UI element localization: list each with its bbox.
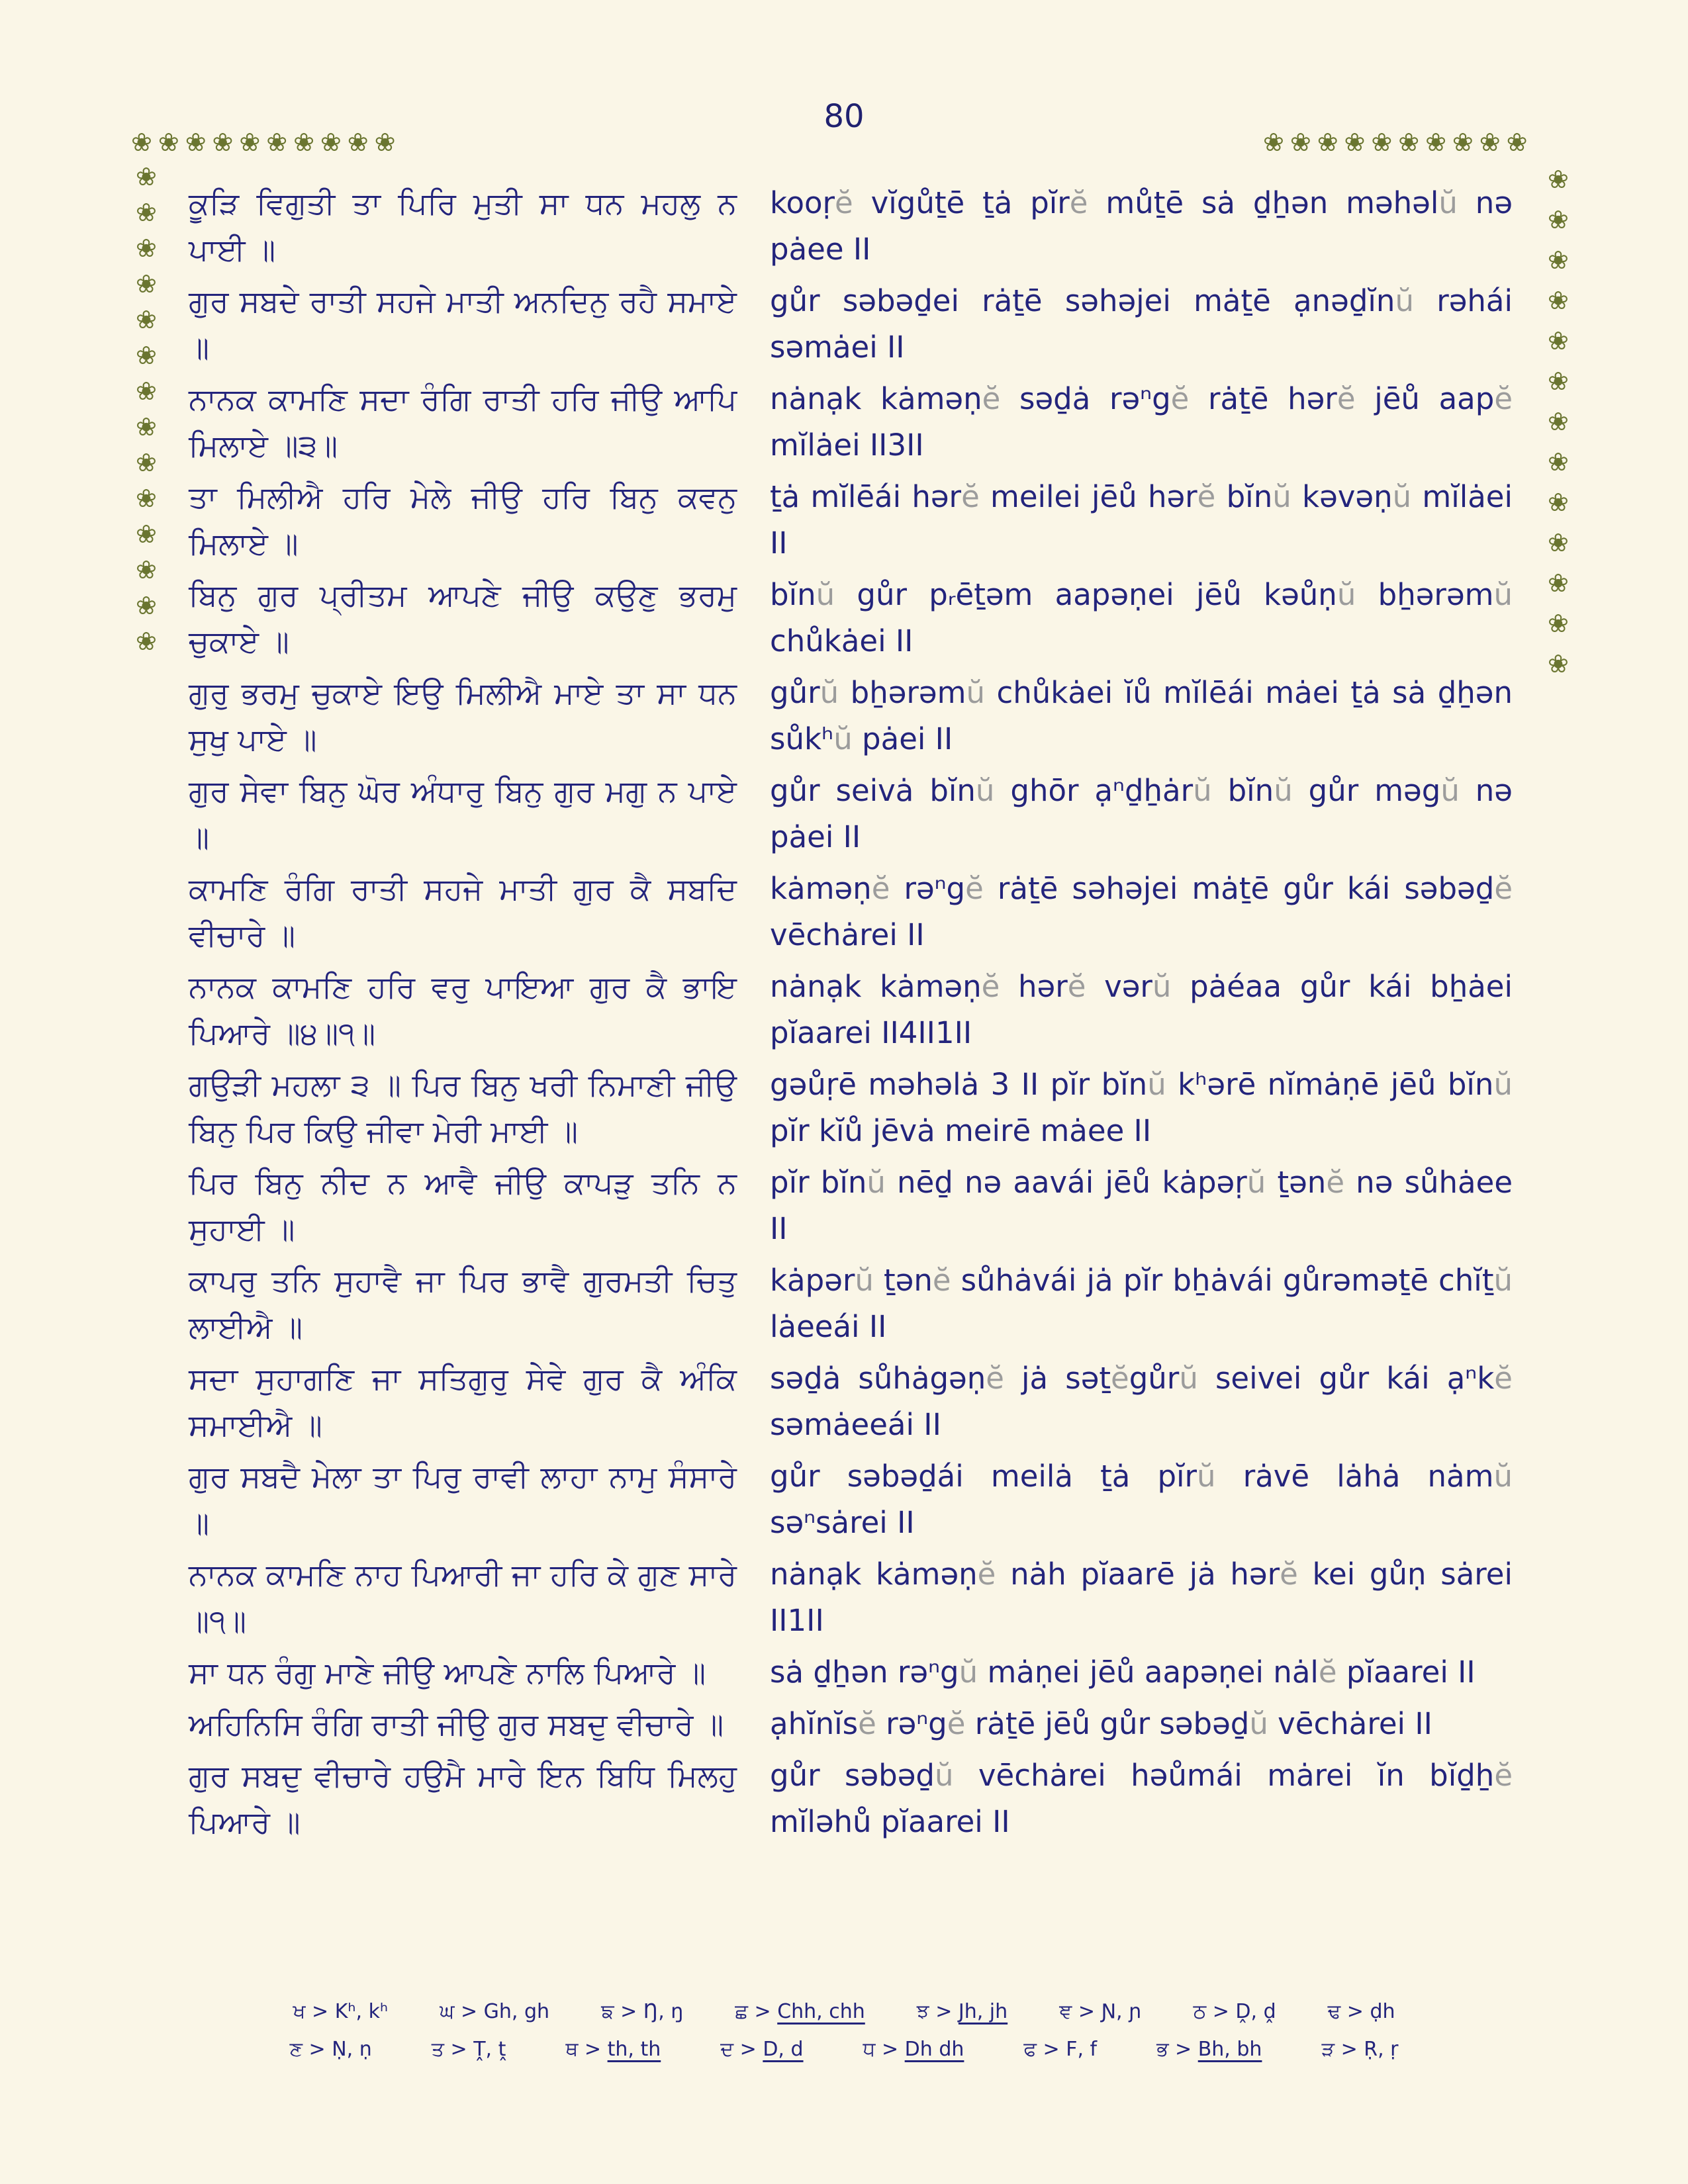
key-gurmukhi-letter: ਝ	[916, 2000, 929, 2023]
flower-icon: ❀	[136, 591, 157, 620]
key-latin-value: F, f	[1066, 2038, 1098, 2061]
key-item	[1328, 2000, 1395, 2023]
flower-icon: ❀	[136, 627, 157, 656]
flower-icon: ❀	[136, 555, 157, 584]
flower-icon: ❀	[1548, 569, 1569, 598]
key-gurmukhi-letter: ਞ	[1059, 2000, 1072, 2023]
transliteration-text: kȧməṇĕ rəⁿgĕ rȧṯē səhəjei mȧṯē gůr kái səbəḏĕ vēchȧrei II	[770, 871, 1513, 952]
flower-icon: ❀	[374, 128, 396, 157]
transliteration-key-row-2	[0, 2038, 1688, 2061]
maps-to-symbol: >	[1335, 2038, 1364, 2061]
flower-icon: ❀	[136, 520, 157, 549]
gurmukhi-text: ਸਦਾ ਸੁਹਾਗਣਿ ਜਾ ਸਤਿਗੁਰੁ ਸੇਵੇ ਗੁਰ ਕੈ ਅੰਕਿ ਸਮਾਈਐ ॥	[189, 1361, 737, 1443]
key-item	[917, 2000, 1008, 2023]
flower-icon: ❀	[1548, 286, 1569, 315]
transliteration-text: gůr səbəḏŭ vēchȧrei həůmái mȧrei ĭn bĭḏẖĕ mĭləhů pĭaarei II	[770, 1758, 1513, 1839]
verse-list	[189, 180, 1513, 1850]
maps-to-symbol: >	[303, 2038, 332, 2061]
verse-row	[189, 1453, 1513, 1546]
flower-icon: ❀	[347, 128, 369, 157]
flower-icon: ❀	[1425, 128, 1446, 157]
flower-icon: ❀	[1263, 128, 1284, 157]
gurmukhi-text: ਕਾਪਰੁ ਤਨਿ ਸੁਹਾਵੈ ਜਾ ਪਿਰ ਭਾਵੈ ਗੁਰਮਤੀ ਚਿਤੁ ਲਾਈਐ ॥	[189, 1263, 737, 1345]
verse-row	[189, 866, 1513, 958]
key-gurmukhi-letter: ਭ	[1156, 2038, 1169, 2061]
flower-icon: ❀	[136, 305, 157, 334]
key-item	[1321, 2038, 1398, 2061]
key-item	[1193, 2000, 1276, 2023]
verse-row	[189, 1355, 1513, 1448]
flower-icon: ❀	[1289, 128, 1311, 157]
gurmukhi-text: ਸਾ ਧਨ ਰੰਗੁ ਮਾਣੇ ਜੀਉ ਆਪਣੇ ਨਾਲਿ ਪਿਆਰੇ ॥	[189, 1655, 706, 1690]
page-number: 80	[823, 98, 865, 135]
maps-to-symbol: >	[1340, 2000, 1370, 2023]
key-item	[440, 2000, 549, 2023]
transliteration-text: kooṛĕ vĭgůṯē ṯȧ pĭrĕ můṯē sȧ ḏẖən məhəlŭ nə pȧee II	[770, 185, 1513, 267]
flower-icon: ❀	[1548, 649, 1569, 678]
verse-row	[189, 1701, 1513, 1747]
flower-icon: ❀	[1548, 246, 1569, 275]
key-item	[432, 2038, 506, 2061]
transliteration-text: səḏȧ sůhȧgəṇĕ jȧ səṯĕgůrŭ seivei gůr kái ạⁿkĕ səmȧeeái II	[770, 1361, 1513, 1442]
key-item	[735, 2000, 865, 2023]
flower-border-top-left	[131, 130, 395, 155]
key-item	[289, 2038, 371, 2061]
key-item	[720, 2038, 803, 2061]
transliteration-text: gůr səbəḏái meilȧ ṯȧ pĭrŭ rȧvē lȧhȧ nȧmŭ səⁿsȧrei II	[770, 1459, 1513, 1540]
gurmukhi-text: ਅਹਿਨਿਸਿ ਰੰਗਿ ਰਾਤੀ ਜੀਉ ਗੁਰ ਸਬਦੁ ਵੀਚਾਰੇ ॥	[189, 1706, 724, 1742]
key-latin-value: Ŋ, ŋ	[643, 2000, 684, 2023]
gurmukhi-text: ਨਾਨਕ ਕਾਮਣਿ ਨਾਹ ਪਿਆਰੀ ਜਾ ਹਰਿ ਕੇ ਗੁਣ ਸਾਰੇ ॥੧॥	[189, 1557, 737, 1639]
key-item	[1156, 2038, 1262, 2061]
verse-row	[189, 1062, 1513, 1154]
flower-icon: ❀	[1548, 367, 1569, 396]
gurmukhi-text: ਗੁਰ ਸਬਦੇ ਰਾਤੀ ਸਹਜੇ ਮਾਤੀ ਅਨਦਿਨੁ ਰਹੈ ਸਮਾਏ ॥	[189, 283, 737, 365]
key-gurmukhi-letter: ਦ	[720, 2038, 734, 2061]
transliteration-text: nȧnạk kȧməṇĕ hərĕ vərŭ pȧéaa gůr kái bẖȧei pĭaarei II4II1II	[770, 969, 1513, 1050]
gurmukhi-text: ਗੁਰ ਸਬਦੈ ਮੇਲਾ ਤਾ ਪਿਰੁ ਰਾਵੀ ਲਾਹਾ ਨਾਮੁ ਸੰਸਾਰੇ ॥	[189, 1459, 737, 1541]
flower-icon: ❀	[136, 448, 157, 477]
flower-icon: ❀	[1317, 128, 1338, 157]
key-latin-value: Ṇ, ṇ	[332, 2038, 372, 2061]
maps-to-symbol: >	[747, 2000, 778, 2023]
flower-border-top-right	[1263, 130, 1527, 155]
maps-to-symbol: >	[733, 2038, 763, 2061]
gurmukhi-text: ਬਿਨੁ ਗੁਰ ਪ੍ਰੀਤਮ ਆਪਣੇ ਜੀਉ ਕਉਣੁ ਭਰਮੁ ਚੁਕਾਏ ॥	[189, 577, 737, 659]
key-gurmukhi-letter: ਖ	[293, 2000, 306, 2023]
transliteration-text: gəůṛē məhəlȧ 3 II pĭr bĭnŭ kʰərē nĭmȧṇē jēů bĭnŭ pĭr kĭů jēvȧ meirē mȧee II	[770, 1067, 1513, 1148]
flower-border-left-column	[136, 164, 157, 654]
flower-icon: ❀	[1548, 205, 1569, 234]
flower-icon: ❀	[136, 162, 157, 191]
verse-row	[189, 376, 1513, 469]
flower-icon: ❀	[185, 128, 207, 157]
flower-icon: ❀	[293, 128, 314, 157]
maps-to-symbol: >	[444, 2038, 474, 2061]
verse-row	[189, 572, 1513, 664]
verse-row	[189, 1160, 1513, 1252]
transliteration-text: kȧpərŭ ṯənĕ sůhȧvái jȧ pĭr bẖȧvái gůrəməṯē chĭṯŭ lȧeeái II	[770, 1263, 1513, 1344]
transliteration-key-row-1	[0, 2000, 1688, 2023]
flower-icon: ❀	[1548, 165, 1569, 194]
transliteration-text: bĭnŭ gůr pᵣēṯəm aapəṇei jēů kəůṇŭ bẖərəmŭ chůkȧei II	[770, 577, 1513, 659]
flower-icon: ❀	[136, 412, 157, 441]
transliteration-text: ạhĭnĭsĕ rəⁿgĕ rȧṯē jēů gůr səbəḏŭ vēchȧrei II	[770, 1706, 1432, 1741]
verse-row	[189, 670, 1513, 762]
key-gurmukhi-letter: ਛ	[735, 2000, 748, 2023]
flower-icon: ❀	[239, 128, 261, 157]
key-latin-value: th, th	[607, 2038, 661, 2061]
flower-icon: ❀	[136, 377, 157, 406]
gurmukhi-text: ਪਿਰ ਬਿਨੁ ਨੀਦ ਨ ਆਵੈ ਜੀਉ ਕਾਪੜੁ ਤਨਿ ਨ ਸੁਹਾਈ ॥	[189, 1165, 737, 1247]
gurmukhi-text: ਗੁਰੁ ਭਰਮੁ ਚੁਕਾਏ ਇਉ ਮਿਲੀਐ ਮਾਏ ਤਾ ਸਾ ਧਨ ਸੁਖੁ ਪਾਏ ॥	[189, 675, 737, 757]
flower-icon: ❀	[320, 128, 342, 157]
key-gurmukhi-letter: ਠ	[1193, 2000, 1207, 2023]
gurmukhi-text: ਤਾ ਮਿਲੀਐ ਹਰਿ ਮੇਲੇ ਜੀਉ ਹਰਿ ਬਿਨੁ ਕਵਨੁ ਮਿਲਾਏ ॥	[189, 479, 737, 561]
gurmukhi-text: ਨਾਨਕ ਕਾਮਣਿ ਸਦਾ ਰੰਗਿ ਰਾਤੀ ਹਰਿ ਜੀਉ ਆਪਿ ਮਿਲਾਏ ॥੩॥	[189, 381, 737, 463]
key-latin-value: D, d	[763, 2038, 804, 2061]
transliteration-text: sȧ ḏẖən rəⁿgŭ mȧṇei jēů aapəṇei nȧlĕ pĭaarei II	[770, 1655, 1476, 1690]
maps-to-symbol: >	[1168, 2038, 1198, 2061]
flower-icon: ❀	[1452, 128, 1474, 157]
verse-row	[189, 1257, 1513, 1350]
transliteration-key	[0, 2000, 1688, 2061]
verse-row	[189, 1551, 1513, 1644]
flower-icon: ❀	[136, 484, 157, 513]
verse-row	[189, 768, 1513, 860]
transliteration-text: gůr seivȧ bĭnŭ ghōr ạⁿḏẖȧrŭ bĭnŭ gůr məgŭ nə pȧei II	[770, 773, 1513, 854]
flower-icon: ❀	[1371, 128, 1393, 157]
flower-icon: ❀	[136, 234, 157, 263]
maps-to-symbol: >	[1072, 2000, 1102, 2023]
flower-icon: ❀	[1548, 447, 1569, 477]
key-item	[863, 2038, 964, 2061]
key-latin-value: Ḓ, ḓ	[1235, 2000, 1276, 2023]
flower-icon: ❀	[1344, 128, 1366, 157]
verse-row	[189, 180, 1513, 273]
transliteration-text: gůr səbəḏei rȧṯē səhəjei mȧṯē ạnəḏĭnŭ rəhái səmȧei II	[770, 283, 1513, 365]
key-latin-value: Chh, chh	[777, 2000, 865, 2023]
maps-to-symbol: >	[454, 2000, 484, 2023]
key-gurmukhi-letter: ਢ	[1327, 2000, 1341, 2023]
verse-row	[189, 1649, 1513, 1696]
key-gurmukhi-letter: ਘ	[440, 2000, 455, 2023]
maps-to-symbol: >	[875, 2038, 905, 2061]
flower-icon: ❀	[266, 128, 288, 157]
flower-icon: ❀	[212, 128, 234, 157]
maps-to-symbol: >	[578, 2038, 608, 2061]
key-gurmukhi-letter: ਥ	[565, 2038, 579, 2061]
key-latin-value: Ṛ, ṛ	[1364, 2038, 1399, 2061]
flower-icon: ❀	[158, 128, 179, 157]
gurmukhi-text: ਗੁਰ ਸੇਵਾ ਬਿਨੁ ਘੋਰ ਅੰਧਾਰੁ ਬਿਨੁ ਗੁਰ ਮਗੁ ਨ ਪਾਏ ॥	[189, 773, 737, 855]
transliteration-text: ṯȧ mĭlēái hərĕ meilei jēů hərĕ bĭnŭ kəvəṇŭ mĭlȧei II	[770, 479, 1513, 561]
verse-row	[189, 474, 1513, 567]
flower-border-right-column	[1548, 167, 1569, 676]
transliteration-text: nȧnạk kȧməṇĕ nȧh pĭaarē jȧ hərĕ kei gůṇ sȧrei II1II	[770, 1557, 1513, 1638]
key-gurmukhi-letter: ਙ	[601, 2000, 614, 2023]
flower-icon: ❀	[1398, 128, 1420, 157]
key-latin-value: Ṱ, ṱ	[473, 2038, 506, 2061]
gurmukhi-text: ਕੂੜਿ ਵਿਗੁਤੀ ਤਾ ਪਿਰਿ ਮੁਤੀ ਸਾ ਧਨ ਮਹਲੁ ਨ ਪਾਈ ॥	[189, 185, 737, 267]
transliteration-text: nȧnạk kȧməṇĕ səḏȧ rəⁿgĕ rȧṯē hərĕ jēů aapĕ mĭlȧei II3II	[770, 381, 1513, 463]
verse-row	[189, 1752, 1513, 1845]
flower-icon: ❀	[136, 341, 157, 370]
key-latin-value: Dh dh	[904, 2038, 964, 2061]
flower-icon: ❀	[1479, 128, 1501, 157]
maps-to-symbol: >	[1206, 2000, 1236, 2023]
maps-to-symbol: >	[305, 2000, 335, 2023]
maps-to-symbol: >	[929, 2000, 959, 2023]
verse-row	[189, 278, 1513, 371]
flower-icon: ❀	[1548, 609, 1569, 638]
key-item	[1059, 2000, 1141, 2023]
flower-icon: ❀	[136, 269, 157, 298]
transliteration-text: gůrŭ bẖərəmŭ chůkȧei ĭů mĭlēái mȧei ṯȧ sȧ ḏẖən sůkʰŭ pȧei II	[770, 675, 1513, 756]
key-latin-value: Bh, bh	[1197, 2038, 1262, 2061]
gurmukhi-text: ਨਾਨਕ ਕਾਮਣਿ ਹਰਿ ਵਰੁ ਪਾਇਆ ਗੁਰ ਕੈ ਭਾਇ ਪਿਆਰੇ ॥੪॥੧॥	[189, 969, 737, 1051]
gurmukhi-text: ਗਉੜੀ ਮਹਲਾ ੩ ॥ ਪਿਰ ਬਿਨੁ ਖਰੀ ਨਿਮਾਣੀ ਜੀਉ ਬਿਨੁ ਪਿਰ ਕਿਉ ਜੀਵਾ ਮੇਰੀ ਮਾਈ ॥	[189, 1067, 737, 1149]
key-latin-value: Jh, jh	[958, 2000, 1008, 2023]
key-item	[293, 2000, 388, 2023]
flower-icon: ❀	[1548, 528, 1569, 557]
key-gurmukhi-letter: ਫ	[1023, 2038, 1037, 2061]
key-gurmukhi-letter: ੜ	[1321, 2038, 1335, 2061]
key-latin-value: Kʰ, kʰ	[334, 2000, 389, 2023]
key-item	[565, 2038, 661, 2061]
gurmukhi-text: ਕਾਮਣਿ ਰੰਗਿ ਰਾਤੀ ਸਹਜੇ ਮਾਤੀ ਗੁਰ ਕੈ ਸਬਦਿ ਵੀਚਾਰੇ ॥	[189, 871, 737, 953]
key-latin-value: Gh, gh	[483, 2000, 550, 2023]
flower-icon: ❀	[136, 198, 157, 227]
key-gurmukhi-letter: ਧ	[863, 2038, 876, 2061]
flower-icon: ❀	[131, 128, 152, 157]
flower-icon: ❀	[1548, 326, 1569, 355]
verse-row	[189, 964, 1513, 1056]
key-item	[601, 2000, 683, 2023]
key-gurmukhi-letter: ਤ	[431, 2038, 444, 2061]
key-item	[1023, 2038, 1097, 2061]
key-latin-value: Ɲ, ɲ	[1101, 2000, 1142, 2023]
key-gurmukhi-letter: ਣ	[289, 2038, 303, 2061]
flower-icon: ❀	[1548, 407, 1569, 436]
gurmukhi-text: ਗੁਰ ਸਬਦੁ ਵੀਚਾਰੇ ਹਉਮੈ ਮਾਰੇ ਇਨ ਬਿਧਿ ਮਿਲਹੁ ਪਿਆਰੇ ॥	[189, 1758, 737, 1840]
transliteration-text: pĭr bĭnŭ nēḏ nə aavái jēů kȧpəṛŭ ṯənĕ nə sůhȧee II	[770, 1165, 1513, 1246]
key-latin-value: ḍh	[1370, 2000, 1395, 2023]
maps-to-symbol: >	[614, 2000, 643, 2023]
flower-icon: ❀	[1506, 128, 1528, 157]
maps-to-symbol: >	[1036, 2038, 1066, 2061]
flower-icon: ❀	[1548, 488, 1569, 517]
